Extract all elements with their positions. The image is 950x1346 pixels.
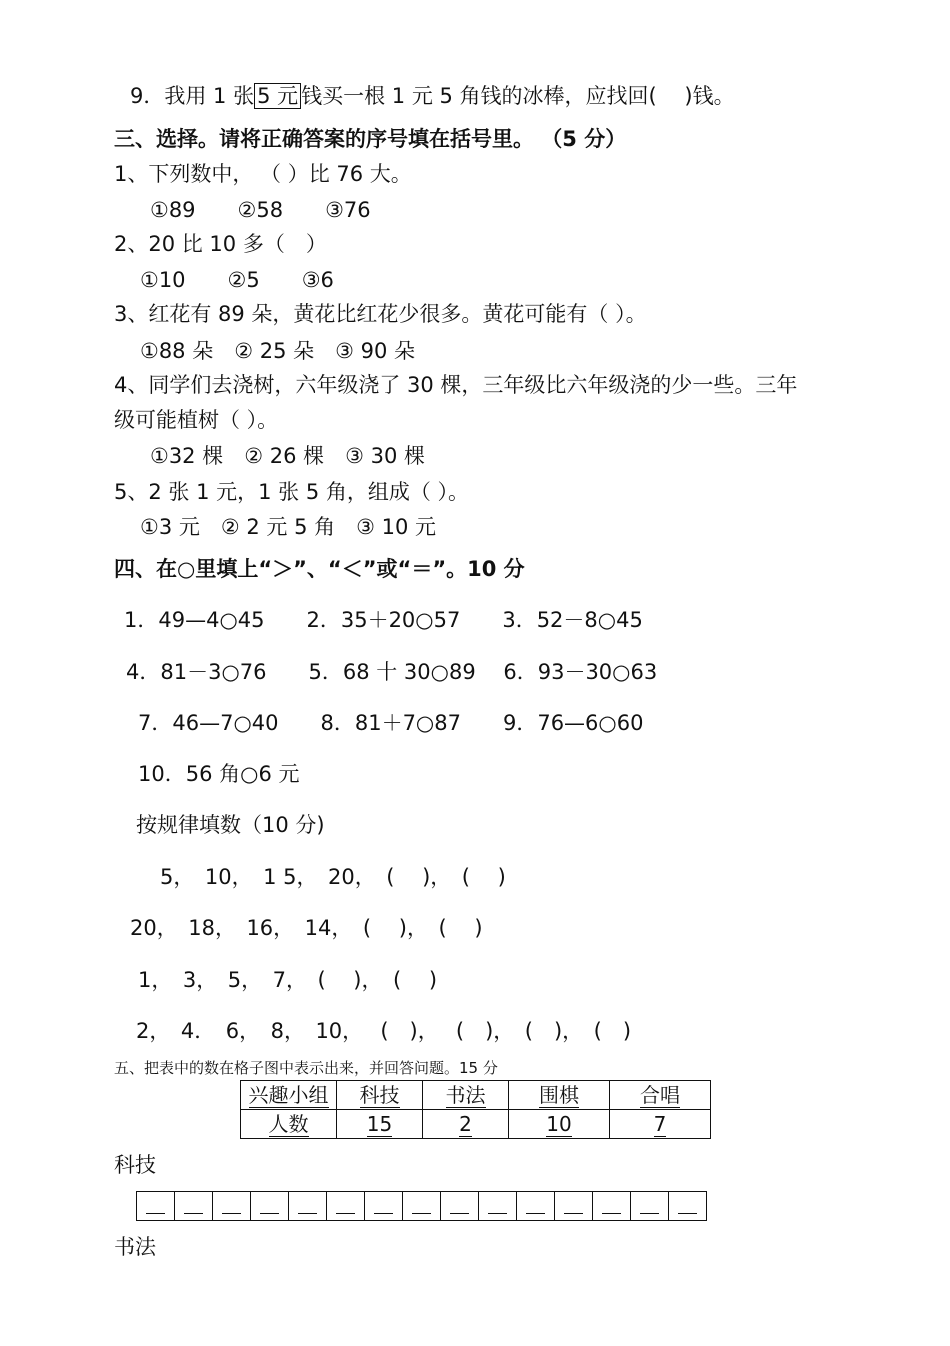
grid-cell[interactable] <box>440 1192 478 1220</box>
pattern-seq-1: 5， 10， 1 5， 20， ( )， ( ) <box>160 865 506 889</box>
grid-cell[interactable] <box>326 1192 364 1220</box>
choice-q1-options: ①89 ②58 ③76 <box>150 198 371 222</box>
section-4-title: 四、在○里填上“＞”、“＜”或“＝”。10 分 <box>114 557 525 581</box>
table-cell: 人数 <box>241 1110 337 1139</box>
choice-q2: 2、20 比 10 多（ ） <box>114 232 327 256</box>
grid-cell[interactable] <box>402 1192 440 1220</box>
label-keji: 科技 <box>114 1153 156 1177</box>
choice-q4-options: ①32 棵 ② 26 棵 ③ 30 棵 <box>150 444 426 468</box>
question-9: 9．我用 1 张 5 元 钱买一根 1 元 5 角钱的冰棒，应找回( )钱。 <box>130 84 735 108</box>
compare-row-1: 1．49—4○45 2．35＋20○57 3．52－8○45 <box>124 608 643 632</box>
grid-cell[interactable] <box>364 1192 402 1220</box>
grid-cell[interactable] <box>668 1192 706 1220</box>
compare-row-2: 4．81－3○76 5．68 十 30○89 6．93－30○63 <box>126 660 658 684</box>
table-header-row <box>241 1081 711 1110</box>
choice-q5-options: ①3 元 ② 2 元 5 角 ③ 10 元 <box>140 515 437 539</box>
pattern-seq-3: 1， 3， 5， 7， ( )， ( ) <box>138 968 438 992</box>
grid-cell[interactable] <box>250 1192 288 1220</box>
compare-row-3: 7．46—7○40 8．81＋7○87 9．76—6○60 <box>138 711 644 735</box>
grid-cell[interactable] <box>630 1192 668 1220</box>
choice-q2-options: ①10 ②5 ③6 <box>140 268 334 292</box>
table-cell: 书法 <box>423 1081 509 1110</box>
table-cell: 2 <box>423 1110 509 1139</box>
choice-q3-options: ①88 朵 ② 25 朵 ③ 90 朵 <box>140 339 416 363</box>
table-cell: 科技 <box>337 1081 423 1110</box>
section-3-title: 三、选择。请将正确答案的序号填在括号里。 （5 分） <box>114 127 627 151</box>
table-cell: 10 <box>509 1110 610 1139</box>
pattern-title: 按规律填数（10 分) <box>136 813 325 837</box>
table-cell: 7 <box>610 1110 711 1139</box>
section-5-title: 五、把表中的数在格子图中表示出来，并回答问题。15 分 <box>114 1059 498 1077</box>
table-cell: 15 <box>337 1110 423 1139</box>
grid-cell[interactable] <box>212 1192 250 1220</box>
grid-cell[interactable] <box>174 1192 212 1220</box>
grid-cell[interactable] <box>137 1192 174 1220</box>
interest-group-table <box>240 1080 711 1139</box>
table-cell: 围棋 <box>509 1081 610 1110</box>
table-row <box>241 1110 711 1139</box>
choice-q4-line1: 4、同学们去浇树，六年级浇了 30 棵，三年级比六年级浇的少一些。三年 <box>114 373 798 397</box>
grid-cell[interactable] <box>288 1192 326 1220</box>
grid-cell[interactable] <box>554 1192 592 1220</box>
pattern-seq-2: 20， 18， 16， 14， ( )， ( ) <box>130 916 483 940</box>
compare-row-4: 10．56 角○6 元 <box>138 762 300 786</box>
table-cell: 兴趣小组 <box>241 1081 337 1110</box>
pattern-seq-4: 2， 4． 6， 8， 10， ( )， ( )， ( )， ( ) <box>136 1019 632 1043</box>
grid-cell[interactable] <box>478 1192 516 1220</box>
choice-q5: 5、2 张 1 元，1 张 5 角，组成（ ）。 <box>114 480 470 504</box>
choice-q4-line2: 级可能植树（ ）。 <box>114 408 279 432</box>
table-cell: 合唱 <box>610 1081 711 1110</box>
grid-cell[interactable] <box>516 1192 554 1220</box>
grid-cell[interactable] <box>592 1192 630 1220</box>
label-shufa: 书法 <box>114 1235 156 1259</box>
boxed-amount: 5 元 <box>254 83 301 109</box>
choice-q3: 3、红花有 89 朵，黄花比红花少很多。黄花可能有（ ）。 <box>114 302 647 326</box>
grid-chart-keji <box>136 1191 707 1221</box>
choice-q1: 1、下列数中， （ ）比 76 大。 <box>114 162 412 186</box>
